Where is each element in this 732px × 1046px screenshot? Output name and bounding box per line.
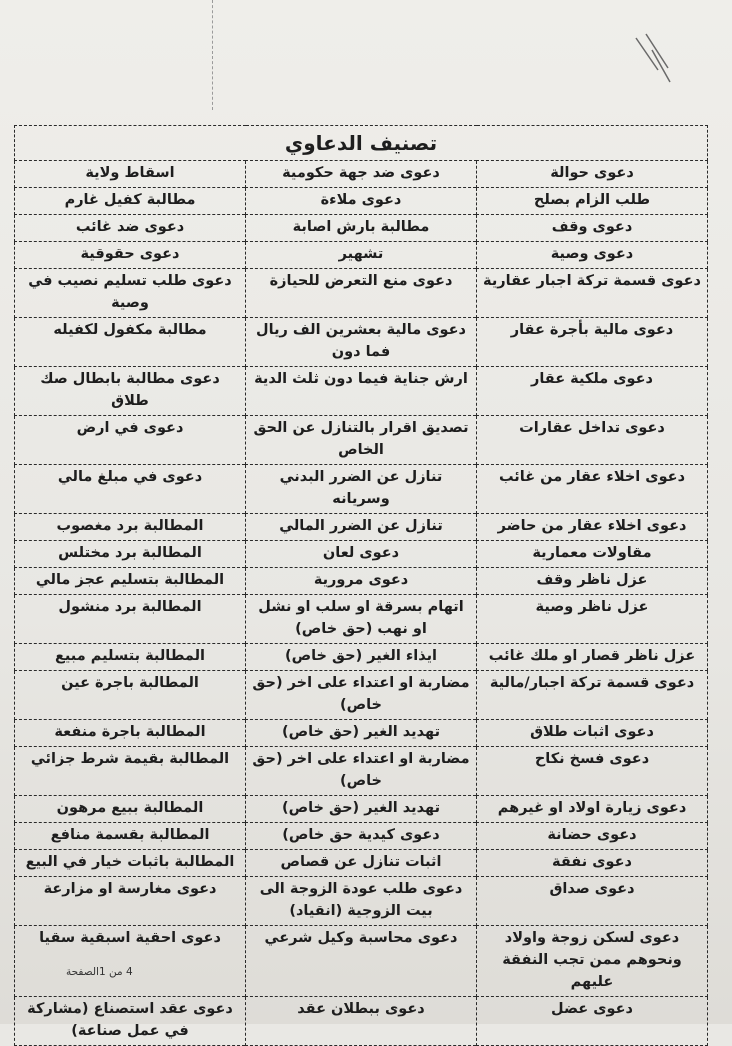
table-cell: دعوى وصية: [477, 242, 708, 269]
table-cell: تهديد الغير (حق خاص): [246, 720, 477, 747]
table-cell: دعوى عضل: [477, 997, 708, 1046]
table-cell: تنازل عن الضرر المالي: [246, 514, 477, 541]
table-row: [15, 644, 708, 671]
table-cell: مقاولات معمارية: [477, 541, 708, 568]
table-cell: دعوى مغارسة او مزارعة: [15, 877, 246, 926]
table-cell: المطالبة بقسمة منافع: [15, 823, 246, 850]
table-cell: دعوى اخلاء عقار من حاضر: [477, 514, 708, 541]
table-cell: عزل ناظر وصية: [477, 595, 708, 644]
table-cell: دعوى طلب تسليم نصيب في وصية: [15, 269, 246, 318]
table-cell: المطالبة برد مغصوب: [15, 514, 246, 541]
table-cell: مضاربة او اعتداء على اخر (حق خاص): [246, 747, 477, 796]
table-row: [15, 997, 708, 1046]
table-cell: المطالبة برد منشول: [15, 595, 246, 644]
table-cell: دعوى طلب عودة الزوجة الى بيت الزوجية (انقياد): [246, 877, 477, 926]
table-row: [15, 823, 708, 850]
table-row: [15, 269, 708, 318]
table-row: [15, 514, 708, 541]
table-cell: مطالبة بارش اصابة: [246, 215, 477, 242]
table-cell: دعوى في مبلغ مالي: [15, 465, 246, 514]
table-row: [15, 318, 708, 367]
claims-classification-table: [14, 125, 708, 1046]
table-cell: دعوى حوالة: [477, 161, 708, 188]
table-cell: دعوى لسكن زوجة واولاد ونحوهم ممن تجب النفقة عليهم: [477, 926, 708, 997]
table-cell: تشهير: [246, 242, 477, 269]
table-row: [15, 595, 708, 644]
table-cell: عزل ناظر وقف: [477, 568, 708, 595]
table-cell: مطالبة مكفول لكفيله: [15, 318, 246, 367]
table-cell: المطالبة برد مختلس: [15, 541, 246, 568]
table-cell: دعوى ضد غائب: [15, 215, 246, 242]
table-cell: المطالبة ببيع مرهون: [15, 796, 246, 823]
table-cell: دعوى ملكية عقار: [477, 367, 708, 416]
page-number: 4 من 1الصفحة: [66, 966, 133, 978]
table-cell: دعوى نفقة: [477, 850, 708, 877]
table-cell: دعوى زيارة اولاد او غيرهم: [477, 796, 708, 823]
table-row: [15, 541, 708, 568]
table-cell: دعوى محاسبة وكيل شرعي: [246, 926, 477, 997]
table-cell: دعوى مالية بأجرة عقار: [477, 318, 708, 367]
table-row: [15, 850, 708, 877]
table-row: [15, 416, 708, 465]
table-cell: دعوى قسمة تركة اجبار عقارية: [477, 269, 708, 318]
table-row: [15, 215, 708, 242]
table-cell: دعوى مالية بعشرين الف ريال فما دون: [246, 318, 477, 367]
table-row: [15, 926, 708, 997]
table-cell: دعوى لعان: [246, 541, 477, 568]
table-row: [15, 720, 708, 747]
table-cell: المطالبة باثبات خيار في البيع: [15, 850, 246, 877]
table-title: تصنيف الدعاوي: [15, 126, 708, 161]
table-cell: دعوى مرورية: [246, 568, 477, 595]
table-cell: مطالبة كفيل غارم: [15, 188, 246, 215]
table-cell: تصديق اقرار بالتنازل عن الحق الخاص: [246, 416, 477, 465]
table-cell: المطالبة باجرة عين: [15, 671, 246, 720]
table-row: [15, 242, 708, 269]
table-cell: دعوى في ارض: [15, 416, 246, 465]
table-cell: دعوى حضانة: [477, 823, 708, 850]
table-cell: المطالبة بتسليم مبيع: [15, 644, 246, 671]
table-cell: دعوى عقد استصناع (مشاركة في عمل صناعة): [15, 997, 246, 1046]
table-row: [15, 367, 708, 416]
table-cell: ايذاء الغير (حق خاص): [246, 644, 477, 671]
fold-line: [212, 0, 213, 110]
table-row: [15, 188, 708, 215]
table-cell: دعوى صداق: [477, 877, 708, 926]
table-cell: اثبات تنازل عن قصاص: [246, 850, 477, 877]
table-cell: دعوى مطالبة بابطال صك طلاق: [15, 367, 246, 416]
table-row: [15, 671, 708, 720]
table-cell: دعوى كيدية حق خاص): [246, 823, 477, 850]
table-cell: دعوى ملاءة: [246, 188, 477, 215]
table-row: [15, 747, 708, 796]
table-row: [15, 568, 708, 595]
table-cell: اسقاط ولاية: [15, 161, 246, 188]
table-cell: تهديد الغير (حق خاص): [246, 796, 477, 823]
table-cell: المطالبة بتسليم عجز مالي: [15, 568, 246, 595]
table-cell: دعوى ببطلان عقد: [246, 997, 477, 1046]
table-cell: تنازل عن الضرر البدني وسريانه: [246, 465, 477, 514]
table-cell: دعوى اثبات طلاق: [477, 720, 708, 747]
table-cell: ارش جناية فيما دون ثلث الدية: [246, 367, 477, 416]
table-cell: دعوى وقف: [477, 215, 708, 242]
table-cell: طلب الزام بصلح: [477, 188, 708, 215]
pen-mark-icon: [632, 30, 672, 85]
table-cell: اتهام بسرقة او سلب او نشل او نهب (حق خاص): [246, 595, 477, 644]
table-cell: مضاربة او اعتداء على اخر (حق خاص): [246, 671, 477, 720]
table-cell: المطالبة بقيمة شرط جزائي: [15, 747, 246, 796]
table-cell: دعوى فسخ نكاح: [477, 747, 708, 796]
table-row: [15, 161, 708, 188]
table-cell: دعوى احقية اسبقية سقيا: [15, 926, 246, 997]
table-cell: دعوى اخلاء عقار من غائب: [477, 465, 708, 514]
table-row: [15, 465, 708, 514]
table-cell: المطالبة باجرة منفعة: [15, 720, 246, 747]
table-cell: دعوى حقوقية: [15, 242, 246, 269]
table-row: [15, 877, 708, 926]
table-cell: دعوى قسمة تركة اجبار/مالية: [477, 671, 708, 720]
table-row: [15, 796, 708, 823]
table-cell: عزل ناظر قصار او ملك غائب: [477, 644, 708, 671]
table-cell: دعوى ضد جهة حكومية: [246, 161, 477, 188]
table-cell: دعوى تداخل عقارات: [477, 416, 708, 465]
table-cell: دعوى منع التعرض للحيازة: [246, 269, 477, 318]
